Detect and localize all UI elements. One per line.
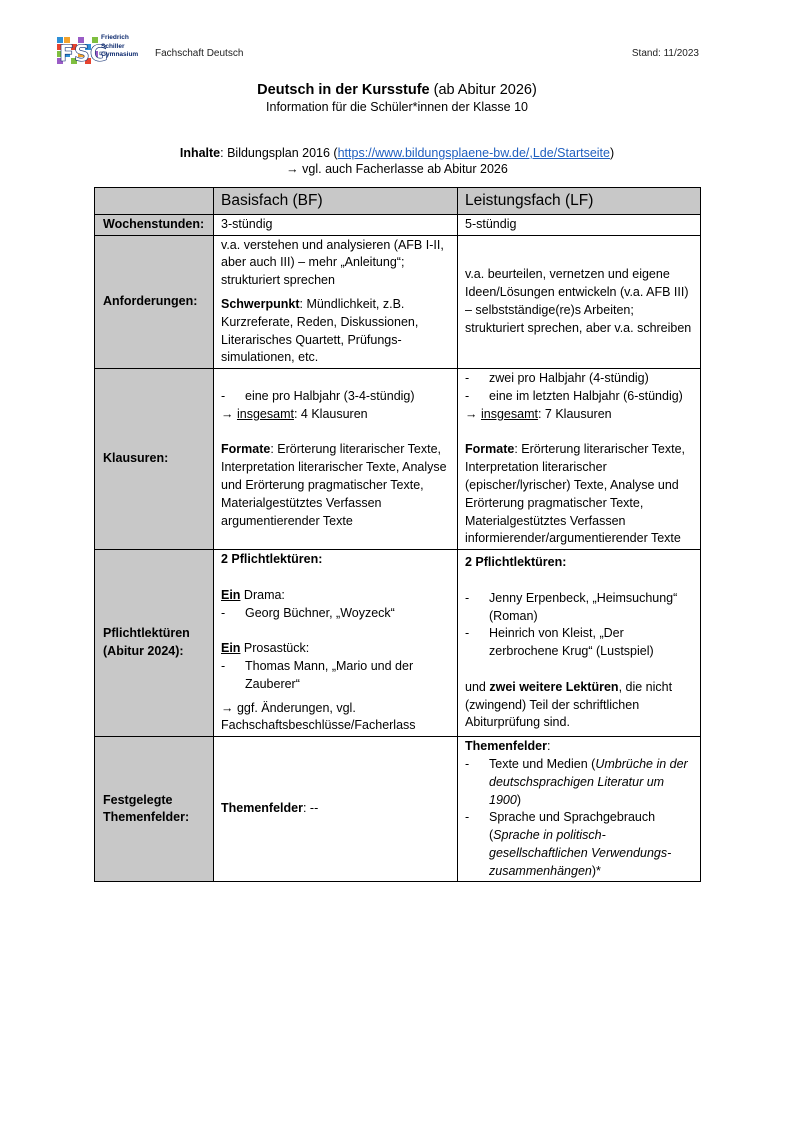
cell-bf: - eine pro Halbjahr (3-4-stündig) → insgesamt: 4 Klausuren Formate: Erörterung literarischer Texte, Interpretation literarischer Texte, Analyse und Erörterung pragmatischer Texte, Materialgestütztes Verfassen argumentierender Texte	[214, 369, 458, 550]
column-header-bf: Basisfach (BF)	[214, 188, 458, 215]
page-header	[57, 30, 699, 72]
row-anforderungen	[95, 235, 701, 369]
list-item: - Texte und Medien (Umbrüche in der deutschsprachigen Literatur um 1900)	[465, 756, 688, 807]
cell-lf: 2 Pflichtlektüren: - Jenny Erpenbeck, „Heimsuchung“ (Roman) - Heinrich von Kleist, „Der zerbrochene Krug“ (Lustspiel) und zwei weitere Lektüren, die nicht (zwingend) Teil der schriftlichen Abiturprüfung sind.	[458, 550, 701, 737]
cell-lf: 5-stündig	[458, 214, 701, 235]
row-label: Festgelegte Themenfelder:	[95, 737, 214, 882]
cell-lf: v.a. beurteilen, vernetzen und eigene Ideen/Lösungen entwickeln (v.a. AFB III) – selbstständige(re)s Arbeiten; strukturiert sprechen, aber v.a. schreiben	[458, 235, 701, 369]
logo-mark-icon	[57, 33, 108, 69]
course-table	[94, 187, 701, 882]
inhalte-block: Inhalte: Bildungsplan 2016 (https://www.bildungsplaene-bw.de/,Lde/Startseite) → vgl. auch Facherlasse ab Abitur 2026	[0, 145, 794, 177]
list-item: - Heinrich von Kleist, „Der zerbrochene Krug“ (Lustspiel)	[465, 626, 654, 659]
cell-bf: v.a. verstehen und analysieren (AFB I-II, aber auch III) – mehr „Anleitung“; strukturiert sprechen Schwerpunkt: Mündlichkeit, z.B. Kurzreferate, Reden, Diskussionen, Literarisches Quartett, Prüfungs-simulationen, etc.	[214, 235, 458, 369]
row-label: Anforderungen:	[95, 235, 214, 369]
column-header-lf: Leistungsfach (LF)	[458, 188, 701, 215]
table-header-row	[95, 188, 701, 215]
list-item: - Thomas Mann, „Mario und der Zauberer“	[221, 658, 414, 691]
date-label: Stand: 11/2023	[631, 48, 699, 59]
row-klausuren	[95, 369, 701, 550]
cell-bf: Themenfelder: --	[214, 737, 458, 882]
cell-lf: Themenfelder: - Texte und Medien (Umbrüche in der deutschsprachigen Literatur um 1900) - Sprache und Sprachgebrauch (Sprache in politisch-gesellschaftlichen Verwendungs-zusammenhängen)*	[458, 737, 701, 882]
row-label: Pflichtlektüren (Abitur 2024):	[95, 550, 214, 737]
list-item: - Sprache und Sprachgebrauch (Sprache in politisch-gesellschaftlichen Verwendungs-zusammenhängen)*	[465, 810, 672, 878]
title-block	[0, 81, 794, 115]
department-label: Fachschaft Deutsch	[155, 48, 244, 59]
list-item: - Georg Büchner, „Woyzeck“	[221, 605, 395, 620]
bildungsplan-link[interactable]: https://www.bildungsplaene-bw.de/,Lde/Startseite	[337, 146, 610, 160]
corner-cell	[95, 188, 214, 215]
school-logo	[57, 33, 147, 69]
logo-text: Friedrich Schiller Gymnasium	[101, 34, 139, 58]
page-subtitle: Information für die Schüler*innen der Klasse 10	[266, 100, 528, 114]
list-item: - eine pro Halbjahr (3-4-stündig)	[221, 388, 415, 403]
svg-text:FSG: FSG	[59, 42, 108, 67]
row-label: Wochenstunden:	[95, 214, 214, 235]
list-item: - zwei pro Halbjahr (4-stündig)	[465, 371, 649, 386]
facherlass-note: → vgl. auch Facherlasse ab Abitur 2026	[286, 162, 508, 176]
cell-bf: 2 Pflichtlektüren: Ein Drama: - Georg Büchner, „Woyzeck“ Ein Prosastück: - Thomas Mann, „Mario und der Zauberer“ → ggf. Änderungen, vgl. Fachschaftsbeschlüsse/Facherlass	[214, 550, 458, 737]
list-item: - eine im letzten Halbjahr (6-stündig)	[465, 388, 683, 403]
row-wochenstunden	[95, 214, 701, 235]
page-title: Deutsch in der Kursstufe (ab Abitur 2026)	[257, 82, 537, 98]
list-item: - Jenny Erpenbeck, „Heimsuchung“ (Roman)	[465, 590, 678, 623]
row-label: Klausuren:	[95, 369, 214, 550]
cell-lf: - zwei pro Halbjahr (4-stündig) - eine im letzten Halbjahr (6-stündig) → insgesamt: 7 Klausuren Formate: Erörterung literarischer Texte, Interpretation literarischer (epischer/lyrischer) Texte, Analyse und Erörterung pragmatischer Texte, Materialgestütztes Verfassen informierender/argumentierender Texte	[458, 369, 701, 550]
cell-bf: 3-stündig	[214, 214, 458, 235]
row-pflichtlektueren	[95, 550, 701, 737]
row-themenfelder	[95, 737, 701, 882]
